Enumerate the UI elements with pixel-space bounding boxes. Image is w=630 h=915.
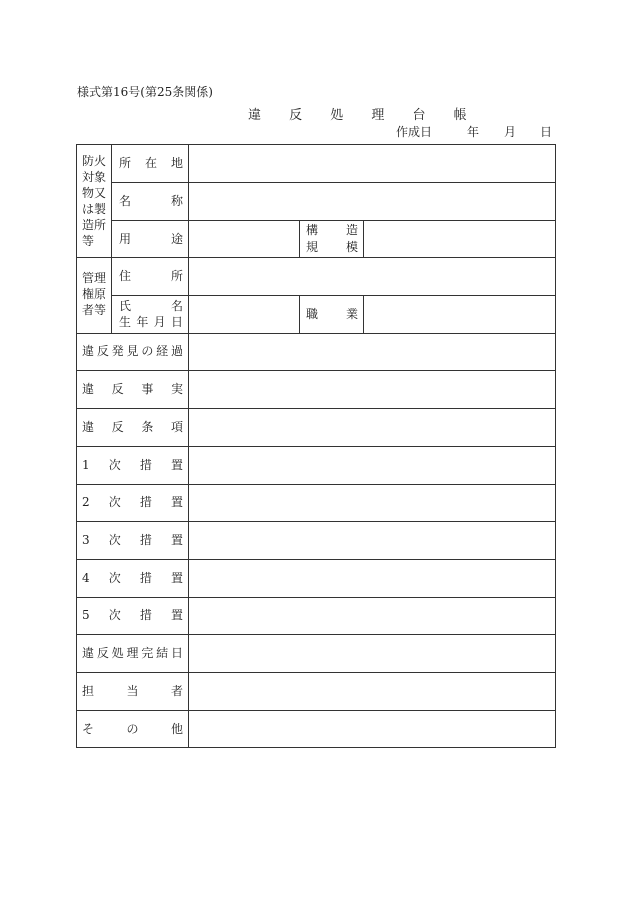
year-label: 年	[467, 125, 480, 139]
month-label: 月	[504, 125, 517, 139]
label-name-char-2: 称	[170, 194, 183, 208]
label-scale-char-2: 模	[345, 240, 358, 254]
label-name-char-1: 名	[119, 194, 132, 208]
label-occupation	[306, 307, 358, 322]
label-address	[119, 269, 183, 284]
field-name-birthdate[interactable]	[189, 296, 299, 333]
label-person-in-charge: 担 当 者	[82, 684, 183, 698]
field-measure-5[interactable]	[189, 598, 555, 634]
label-occupation-char-2: 業	[345, 307, 358, 321]
label-measure-5: 5 次 措 置	[82, 608, 183, 622]
label-location	[119, 156, 183, 171]
label-name	[119, 194, 183, 209]
label-person-name	[119, 299, 183, 314]
label-occupation-char-1: 職	[306, 307, 319, 321]
field-violation-discovery[interactable]	[189, 334, 555, 370]
field-violation-fact[interactable]	[189, 371, 555, 408]
label-measure-1: 1 次 措 置	[82, 458, 183, 472]
label-measure-2: 2 次 措 置	[82, 495, 183, 509]
group-building-label: 防火対象物又は製造所等	[82, 154, 107, 248]
label-address-char-1: 住	[119, 269, 132, 283]
label-use	[119, 232, 183, 247]
label-person-name-char-2: 名	[170, 299, 183, 313]
label-violation-fact: 違 反 事 実	[82, 382, 183, 396]
document-title: 違 反 処 理 台 帳	[248, 108, 479, 123]
label-address-char-2: 所	[170, 269, 183, 283]
field-other[interactable]	[189, 711, 555, 747]
field-address[interactable]	[189, 258, 555, 295]
field-measure-3[interactable]	[189, 522, 555, 559]
label-birthdate-char-4: 日	[170, 315, 183, 329]
field-structure-scale[interactable]	[364, 221, 555, 257]
field-violation-clause[interactable]	[189, 409, 555, 446]
label-scale-char-1: 規	[306, 240, 319, 254]
created-date-label: 作成日	[396, 125, 433, 139]
field-measure-4[interactable]	[189, 560, 555, 597]
group-manager-label: 管理権原者等	[82, 271, 107, 317]
label-location-char-3: 地	[170, 156, 183, 170]
label-birthdate-char-2: 年	[136, 315, 149, 329]
field-name[interactable]	[189, 183, 555, 220]
label-birthdate-char-1: 生	[119, 315, 132, 329]
label-measure-4: 4 次 措 置	[82, 571, 183, 585]
field-person-in-charge[interactable]	[189, 673, 555, 710]
field-use[interactable]	[189, 221, 299, 257]
label-structure-char-1: 構	[306, 223, 319, 237]
day-label: 日	[540, 125, 553, 139]
label-violation-discovery: 違 反 発 見 の 経 過	[82, 344, 183, 358]
label-structure-char-2: 造	[345, 223, 358, 237]
label-birthdate-char-3: 月	[153, 315, 166, 329]
field-occupation[interactable]	[364, 296, 555, 333]
label-structure	[306, 223, 358, 238]
label-person-name-char-1: 氏	[119, 299, 132, 313]
violation-ledger-table	[76, 144, 556, 748]
field-measure-1[interactable]	[189, 447, 555, 484]
field-completion-date[interactable]	[189, 635, 555, 672]
label-use-char-2: 途	[170, 232, 183, 246]
label-other: そ の 他	[82, 722, 183, 736]
label-measure-3: 3 次 措 置	[82, 533, 183, 547]
label-use-char-1: 用	[119, 232, 132, 246]
label-scale	[306, 240, 358, 255]
label-completion-date: 違 反 処 理 完 結 日	[82, 646, 183, 660]
label-location-char-1: 所	[119, 156, 132, 170]
field-location[interactable]	[189, 145, 555, 182]
field-measure-2[interactable]	[189, 485, 555, 521]
label-birthdate	[119, 315, 183, 330]
label-location-char-2: 在	[144, 156, 157, 170]
form-label: 様式第16号(第25条関係)	[77, 85, 213, 99]
label-violation-clause: 違 反 条 項	[82, 420, 183, 434]
